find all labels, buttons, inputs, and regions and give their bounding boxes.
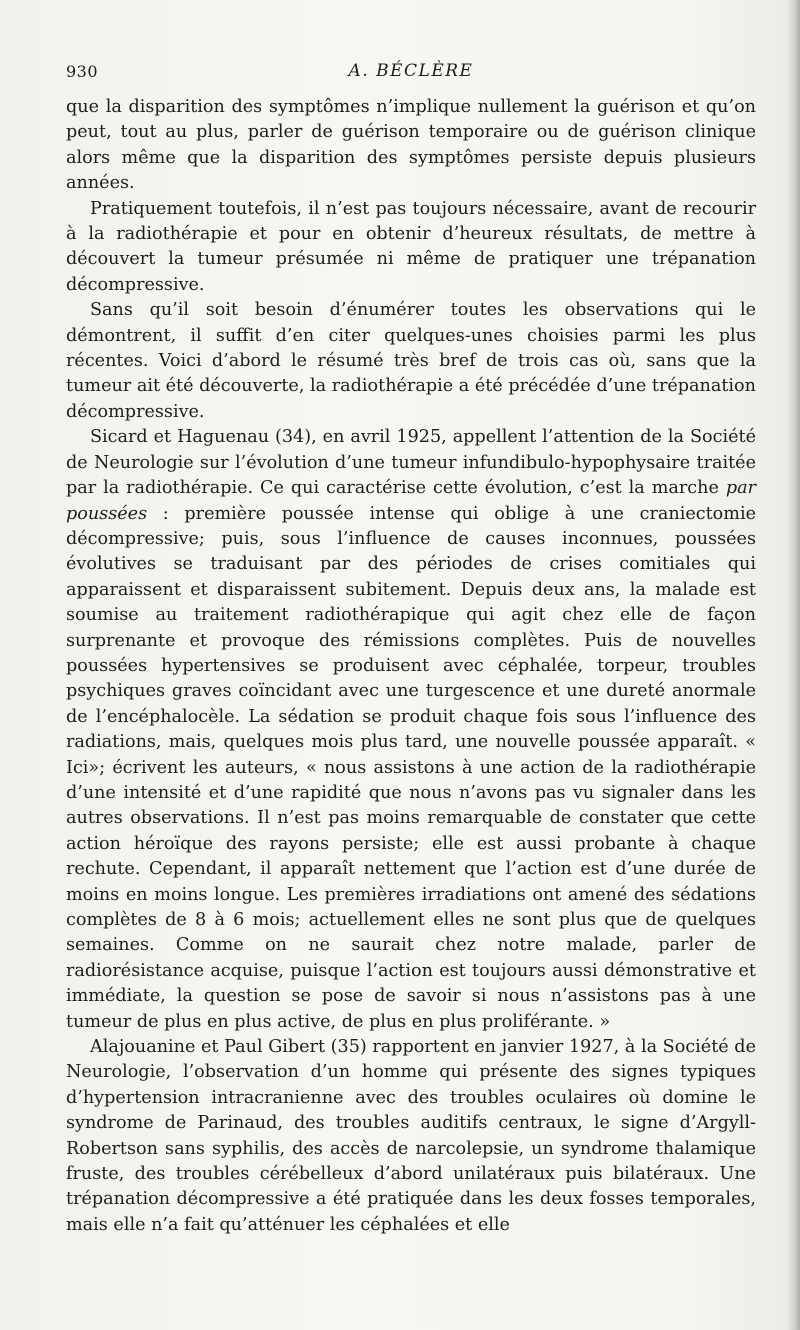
page-number: 930 — [66, 62, 99, 81]
paragraph-text: : première poussée intense qui oblige à une craniectomie décompressive; puis, sous l’influence de causes inconnues, poussées évolutives se traduisant par des périodes de crises comitiales qui apparaissent et disparaissent subitement. Depuis deux ans, la malade est soumise au traitement radiothérapique qui agit chez elle de façon surprenante et provoque des rémissions complètes. Puis de nouvelles poussées hypertensives se produisent avec céphalée, torpeur, troubles psychiques graves coïncidant avec une turgescence et une dureté anormale de l’encéphalocèle. La sédation se produit chaque fois sous l’influence des radiations, mais, quelques mois plus tard, une nouvelle poussée apparaît. « Ici»; écrivent les auteurs, « nous assistons à une action de la radiothérapie d’une intensité et d’une rapidité que nous n’avons pas vu signaler dans les autres observations. Il n’est pas moins remarquable de constater que cette action héroïque des rayons persiste; elle est aussi probante à chaque rechute. Cependant, il apparaît nettement que l’action est d’une durée de moins en moins longue. Les premières irradiations ont amené des sédations complètes de 8 à 6 mois; actuellement elles ne sont plus que de quelques semaines. Comme on ne saurait chez notre malade, parler de radiorésistance acquise, puisque l’action est toujours aussi démonstrative et immédiate, la question se pose de savoir si nous n’assistons pas à une tumeur de plus en plus active, de plus en plus proliférante. » — [66, 503, 756, 1032]
paragraph: Pratiquement toutefois, il n’est pas toujours nécessaire, avant de recourir à la radiothérapie et pour en obtenir d’heureux résultats, de mettre à découvert la tumeur présumée ni même de pratiquer une trépanation décompressive. — [66, 198, 756, 295]
running-head: A. BÉCLÈRE — [348, 61, 474, 81]
paragraph-text: Sicard et Haguenau (34), en avril 1925, appellent l’attention de la Société de Neurologie sur l’évolution d’une tumeur infundibulo-hypophysaire traitée par la radiothérapie. Ce qui caractérise cette évolution, c’est la marche — [66, 427, 756, 499]
paragraph-sicard-haguenau — [66, 425, 756, 1035]
paragraph-alajouanine-gibert: Alajouanine et Paul Gibert (35) rapportent en janvier 1927, à la Société de Neurologie, l’observation d’un homme qui présente des signes typiques d’hypertension intracranienne avec des troubles oculaires où domine le syndrome de Parinaud, des troubles auditifs centraux, le signe d’Argyll-Robertson sans syphilis, des accès de narcolepsie, un syndrome thalamique fruste, des troubles cérébelleux d’abord unilatéraux puis bilatéraux. Une trépanation décompressive a été pratiquée dans les deux fosses temporales, mais elle n’a fait qu’atténuer les céphalées et elle — [66, 1037, 756, 1235]
emphasis-text: par poussées — [66, 478, 756, 524]
paragraph: Sans qu’il soit besoin d’énumérer toutes les observations qui le démontrent, il suffit d’en citer quelques-unes choisies parmi les plus récentes. Voici d’abord le résumé très bref de trois cas où, sans que la tumeur ait été découverte, la radiothérapie a été précédée d’une trépanation décompressive. — [66, 300, 756, 422]
page-header — [66, 58, 756, 86]
page-edge-shadow — [786, 0, 800, 1330]
paragraph-continued: que la disparition des symptômes n’implique nullement la guérison et qu’on peut, tout au plus, parler de guérison temporaire ou de guérison clinique alors même que la disparition des symptômes persiste depuis plusieurs années. — [66, 97, 756, 194]
body-text — [66, 95, 756, 1238]
